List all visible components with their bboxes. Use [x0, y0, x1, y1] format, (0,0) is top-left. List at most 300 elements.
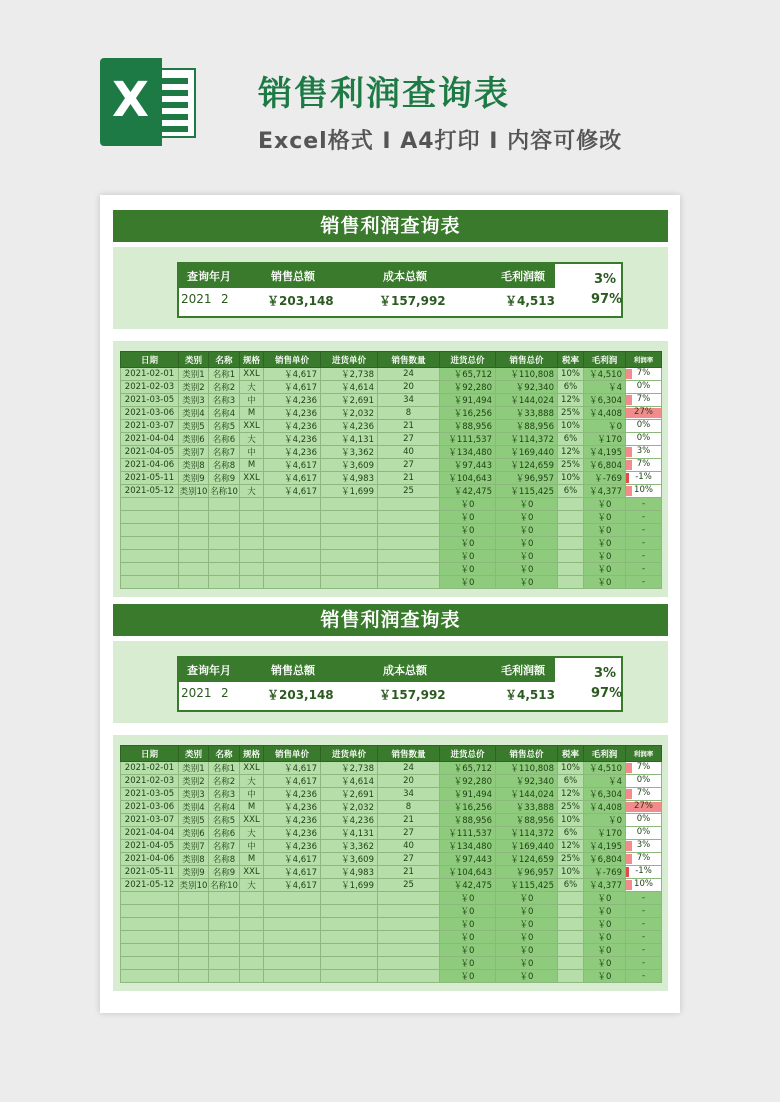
table-cell[interactable]: ￥4,408 [584, 407, 626, 420]
table-cell[interactable]: - [626, 905, 662, 918]
table-cell[interactable]: 12% [558, 394, 584, 407]
table-cell[interactable]: ￥88,956 [440, 420, 496, 433]
table-cell[interactable] [240, 918, 264, 931]
table-cell[interactable]: ￥4,195 [584, 840, 626, 853]
table-cell[interactable]: 2021-05-12 [121, 485, 179, 498]
table-cell[interactable]: - [626, 918, 662, 931]
table-cell[interactable]: 2021-03-06 [121, 801, 179, 814]
table-cell[interactable]: ￥3,609 [321, 459, 378, 472]
table-cell[interactable] [378, 931, 440, 944]
table-cell[interactable]: ￥4,236 [264, 446, 321, 459]
table-cell[interactable] [121, 970, 179, 983]
table-cell[interactable]: ￥-769 [584, 472, 626, 485]
table-cell[interactable]: 2021-03-05 [121, 394, 179, 407]
table-cell[interactable] [121, 918, 179, 931]
table-cell[interactable]: 25% [558, 853, 584, 866]
table-cell[interactable] [626, 827, 662, 840]
table-cell[interactable]: ￥42,475 [440, 879, 496, 892]
table-cell[interactable] [626, 840, 662, 853]
table-cell[interactable] [626, 459, 662, 472]
table-cell[interactable]: - [626, 576, 662, 589]
table-cell[interactable] [264, 511, 321, 524]
table-cell[interactable]: ￥3,609 [321, 853, 378, 866]
table-cell[interactable] [626, 381, 662, 394]
table-cell[interactable] [378, 550, 440, 563]
table-cell[interactable]: ￥2,738 [321, 368, 378, 381]
table-cell[interactable]: 大 [240, 433, 264, 446]
table-cell[interactable]: 名称10 [209, 485, 240, 498]
table-cell[interactable]: ￥0 [584, 957, 626, 970]
table-cell[interactable]: ￥16,256 [440, 407, 496, 420]
table-cell[interactable]: 12% [558, 446, 584, 459]
table-cell[interactable]: 名称8 [209, 459, 240, 472]
table-cell[interactable]: 2021-04-05 [121, 840, 179, 853]
table-cell[interactable] [558, 550, 584, 563]
table-cell[interactable] [179, 576, 209, 589]
table-cell[interactable]: 大 [240, 485, 264, 498]
table-cell[interactable] [626, 762, 662, 775]
table-cell[interactable] [121, 511, 179, 524]
table-cell[interactable] [240, 511, 264, 524]
table-cell[interactable]: 6% [558, 381, 584, 394]
table-cell[interactable] [558, 511, 584, 524]
table-cell[interactable]: 类别8 [179, 853, 209, 866]
table-cell[interactable] [209, 563, 240, 576]
table-cell[interactable] [240, 957, 264, 970]
table-cell[interactable] [626, 775, 662, 788]
table-cell[interactable]: XXL [240, 420, 264, 433]
table-cell[interactable]: 10% [558, 420, 584, 433]
table-cell[interactable]: 2021-05-11 [121, 866, 179, 879]
table-cell[interactable]: ￥0 [440, 957, 496, 970]
table-cell[interactable]: M [240, 853, 264, 866]
table-cell[interactable]: ￥111,537 [440, 827, 496, 840]
table-cell[interactable]: ￥114,372 [496, 433, 558, 446]
table-cell[interactable] [121, 905, 179, 918]
table-cell[interactable]: ￥4,614 [321, 381, 378, 394]
table-cell[interactable] [321, 892, 378, 905]
table-cell[interactable] [121, 498, 179, 511]
table-cell[interactable] [121, 563, 179, 576]
table-cell[interactable]: 名称2 [209, 775, 240, 788]
table-cell[interactable]: 10% [558, 368, 584, 381]
table-cell[interactable]: ￥4 [584, 381, 626, 394]
table-cell[interactable]: 2021-05-11 [121, 472, 179, 485]
table-cell[interactable]: ￥0 [496, 524, 558, 537]
table-cell[interactable]: ￥4,617 [264, 775, 321, 788]
table-cell[interactable]: - [626, 563, 662, 576]
table-cell[interactable] [264, 537, 321, 550]
table-cell[interactable]: 21 [378, 420, 440, 433]
table-cell[interactable]: ￥0 [584, 537, 626, 550]
table-cell[interactable] [209, 905, 240, 918]
table-cell[interactable] [321, 931, 378, 944]
table-cell[interactable]: M [240, 459, 264, 472]
table-cell[interactable]: ￥97,443 [440, 459, 496, 472]
table-cell[interactable]: 类别7 [179, 446, 209, 459]
table-cell[interactable]: ￥0 [584, 524, 626, 537]
table-cell[interactable]: ￥4,131 [321, 827, 378, 840]
table-cell[interactable]: ￥4,408 [584, 801, 626, 814]
table-cell[interactable]: ￥4,617 [264, 368, 321, 381]
table-cell[interactable]: 中 [240, 446, 264, 459]
table-cell[interactable] [558, 970, 584, 983]
table-cell[interactable] [179, 550, 209, 563]
table-cell[interactable]: ￥88,956 [440, 814, 496, 827]
table-cell[interactable] [378, 576, 440, 589]
table-cell[interactable]: ￥6,804 [584, 853, 626, 866]
table-cell[interactable]: 10% [558, 866, 584, 879]
table-cell[interactable]: ￥124,659 [496, 853, 558, 866]
table-cell[interactable]: 21 [378, 814, 440, 827]
table-cell[interactable]: 类别5 [179, 420, 209, 433]
table-cell[interactable]: 类别10 [179, 879, 209, 892]
table-cell[interactable]: ￥0 [584, 970, 626, 983]
table-cell[interactable]: ￥124,659 [496, 459, 558, 472]
table-cell[interactable]: 类别10 [179, 485, 209, 498]
table-cell[interactable]: 6% [558, 827, 584, 840]
table-cell[interactable] [321, 524, 378, 537]
table-cell[interactable] [264, 550, 321, 563]
table-cell[interactable]: ￥0 [496, 931, 558, 944]
table-cell[interactable]: ￥4,617 [264, 853, 321, 866]
table-cell[interactable]: 名称4 [209, 407, 240, 420]
table-cell[interactable]: ￥0 [440, 970, 496, 983]
table-cell[interactable]: ￥96,957 [496, 472, 558, 485]
table-cell[interactable]: XXL [240, 368, 264, 381]
table-cell[interactable]: ￥0 [440, 918, 496, 931]
summary-year[interactable]: 2021 [181, 292, 212, 306]
table-cell[interactable]: ￥0 [496, 498, 558, 511]
table-cell[interactable]: XXL [240, 472, 264, 485]
table-cell[interactable]: ￥92,340 [496, 775, 558, 788]
table-cell[interactable]: ￥0 [496, 944, 558, 957]
table-cell[interactable] [264, 892, 321, 905]
table-cell[interactable]: ￥4,131 [321, 433, 378, 446]
table-cell[interactable]: ￥91,494 [440, 394, 496, 407]
table-cell[interactable]: - [626, 970, 662, 983]
table-cell[interactable]: 类别3 [179, 788, 209, 801]
table-cell[interactable] [378, 563, 440, 576]
table-cell[interactable] [121, 957, 179, 970]
table-cell[interactable]: 类别3 [179, 394, 209, 407]
table-cell[interactable]: ￥92,280 [440, 775, 496, 788]
table-cell[interactable] [240, 537, 264, 550]
table-cell[interactable] [321, 550, 378, 563]
table-cell[interactable]: 类别4 [179, 407, 209, 420]
table-cell[interactable]: ￥4,236 [264, 788, 321, 801]
table-cell[interactable] [264, 931, 321, 944]
table-cell[interactable]: - [626, 957, 662, 970]
table-cell[interactable] [240, 576, 264, 589]
table-cell[interactable] [558, 892, 584, 905]
table-cell[interactable]: 2021-04-04 [121, 433, 179, 446]
table-cell[interactable]: 类别9 [179, 472, 209, 485]
table-cell[interactable] [240, 563, 264, 576]
table-cell[interactable]: ￥4,617 [264, 381, 321, 394]
table-cell[interactable]: 类别8 [179, 459, 209, 472]
table-cell[interactable] [626, 788, 662, 801]
table-cell[interactable]: ￥104,643 [440, 472, 496, 485]
summary-month[interactable]: 2 [221, 292, 229, 306]
table-cell[interactable]: 10% [558, 472, 584, 485]
table-cell[interactable]: ￥169,440 [496, 446, 558, 459]
table-cell[interactable]: ￥0 [584, 420, 626, 433]
table-cell[interactable]: 6% [558, 433, 584, 446]
table-cell[interactable]: 大 [240, 775, 264, 788]
table-cell[interactable]: ￥0 [440, 537, 496, 550]
table-cell[interactable]: ￥0 [584, 498, 626, 511]
table-cell[interactable]: 大 [240, 879, 264, 892]
table-cell[interactable]: ￥2,032 [321, 801, 378, 814]
table-cell[interactable]: ￥0 [584, 814, 626, 827]
table-cell[interactable]: 大 [240, 381, 264, 394]
table-cell[interactable] [179, 498, 209, 511]
table-cell[interactable]: ￥0 [496, 918, 558, 931]
table-cell[interactable]: ￥144,024 [496, 394, 558, 407]
table-cell[interactable] [264, 918, 321, 931]
table-cell[interactable] [240, 498, 264, 511]
table-cell[interactable]: 6% [558, 775, 584, 788]
table-cell[interactable]: ￥4 [584, 775, 626, 788]
table-cell[interactable] [321, 970, 378, 983]
table-cell[interactable]: XXL [240, 762, 264, 775]
table-cell[interactable] [378, 944, 440, 957]
table-cell[interactable] [558, 576, 584, 589]
table-cell[interactable] [378, 498, 440, 511]
table-cell[interactable]: ￥4,236 [264, 394, 321, 407]
table-cell[interactable]: ￥4,236 [264, 433, 321, 446]
table-cell[interactable]: ￥96,957 [496, 866, 558, 879]
table-cell[interactable]: ￥3,362 [321, 840, 378, 853]
table-cell[interactable]: ￥16,256 [440, 801, 496, 814]
table-cell[interactable]: ￥91,494 [440, 788, 496, 801]
table-cell[interactable] [626, 485, 662, 498]
table-cell[interactable]: 中 [240, 394, 264, 407]
table-cell[interactable] [321, 576, 378, 589]
table-cell[interactable]: ￥4,236 [264, 801, 321, 814]
summary-month[interactable]: 2 [221, 686, 229, 700]
table-cell[interactable] [321, 498, 378, 511]
table-cell[interactable]: ￥0 [440, 498, 496, 511]
table-cell[interactable]: ￥6,304 [584, 394, 626, 407]
table-cell[interactable]: 8 [378, 407, 440, 420]
table-cell[interactable]: ￥4,236 [264, 420, 321, 433]
table-cell[interactable]: 名称1 [209, 762, 240, 775]
table-cell[interactable] [209, 970, 240, 983]
table-cell[interactable] [209, 498, 240, 511]
table-cell[interactable] [558, 498, 584, 511]
table-cell[interactable] [626, 853, 662, 866]
table-cell[interactable]: ￥4,983 [321, 866, 378, 879]
table-cell[interactable]: ￥1,699 [321, 879, 378, 892]
table-cell[interactable]: - [626, 498, 662, 511]
table-cell[interactable] [264, 576, 321, 589]
table-cell[interactable] [121, 537, 179, 550]
table-cell[interactable]: M [240, 407, 264, 420]
table-cell[interactable]: ￥0 [440, 892, 496, 905]
table-cell[interactable]: 2021-02-01 [121, 368, 179, 381]
table-cell[interactable]: ￥0 [584, 563, 626, 576]
table-cell[interactable]: 名称10 [209, 879, 240, 892]
table-cell[interactable]: ￥2,691 [321, 788, 378, 801]
table-cell[interactable] [378, 905, 440, 918]
table-cell[interactable]: 类别1 [179, 368, 209, 381]
table-cell[interactable]: ￥4,510 [584, 368, 626, 381]
table-cell[interactable]: 中 [240, 788, 264, 801]
table-cell[interactable] [209, 957, 240, 970]
table-cell[interactable]: ￥88,956 [496, 420, 558, 433]
table-cell[interactable]: ￥97,443 [440, 853, 496, 866]
table-cell[interactable]: ￥115,425 [496, 485, 558, 498]
table-cell[interactable]: 名称7 [209, 446, 240, 459]
table-cell[interactable]: ￥4,617 [264, 879, 321, 892]
table-cell[interactable] [626, 446, 662, 459]
table-cell[interactable]: ￥0 [440, 931, 496, 944]
table-cell[interactable]: ￥4,983 [321, 472, 378, 485]
table-cell[interactable]: ￥0 [496, 537, 558, 550]
table-cell[interactable]: ￥4,236 [264, 840, 321, 853]
table-cell[interactable]: ￥0 [496, 905, 558, 918]
table-cell[interactable]: 27 [378, 433, 440, 446]
table-cell[interactable]: ￥0 [496, 576, 558, 589]
table-cell[interactable]: 名称8 [209, 853, 240, 866]
table-cell[interactable] [179, 918, 209, 931]
table-cell[interactable] [264, 498, 321, 511]
table-cell[interactable]: 27 [378, 853, 440, 866]
table-cell[interactable]: ￥0 [496, 563, 558, 576]
table-cell[interactable] [558, 918, 584, 931]
table-cell[interactable] [240, 931, 264, 944]
table-cell[interactable]: 名称1 [209, 368, 240, 381]
table-cell[interactable]: 类别6 [179, 433, 209, 446]
table-cell[interactable]: 名称9 [209, 472, 240, 485]
table-cell[interactable] [209, 550, 240, 563]
table-cell[interactable]: ￥65,712 [440, 762, 496, 775]
table-cell[interactable]: 名称6 [209, 827, 240, 840]
table-cell[interactable] [626, 814, 662, 827]
table-cell[interactable] [378, 511, 440, 524]
table-cell[interactable]: 名称6 [209, 433, 240, 446]
table-cell[interactable] [209, 892, 240, 905]
table-cell[interactable]: 34 [378, 788, 440, 801]
table-cell[interactable]: ￥0 [584, 550, 626, 563]
table-cell[interactable]: ￥33,888 [496, 801, 558, 814]
table-cell[interactable] [209, 524, 240, 537]
table-cell[interactable]: ￥92,280 [440, 381, 496, 394]
table-cell[interactable] [558, 524, 584, 537]
table-cell[interactable] [240, 524, 264, 537]
table-cell[interactable]: 34 [378, 394, 440, 407]
summary-year[interactable]: 2021 [181, 686, 212, 700]
table-cell[interactable]: ￥104,643 [440, 866, 496, 879]
table-cell[interactable]: ￥4,236 [264, 407, 321, 420]
table-cell[interactable]: 20 [378, 775, 440, 788]
table-cell[interactable]: 名称7 [209, 840, 240, 853]
table-cell[interactable]: ￥2,032 [321, 407, 378, 420]
table-cell[interactable]: ￥4,614 [321, 775, 378, 788]
table-cell[interactable] [264, 970, 321, 983]
table-cell[interactable]: 名称4 [209, 801, 240, 814]
table-cell[interactable]: 20 [378, 381, 440, 394]
table-cell[interactable] [209, 918, 240, 931]
table-cell[interactable]: XXL [240, 866, 264, 879]
table-cell[interactable] [179, 563, 209, 576]
table-cell[interactable] [378, 892, 440, 905]
table-cell[interactable] [209, 931, 240, 944]
table-cell[interactable] [558, 931, 584, 944]
table-cell[interactable] [179, 931, 209, 944]
table-cell[interactable]: 25% [558, 801, 584, 814]
table-cell[interactable]: ￥65,712 [440, 368, 496, 381]
table-cell[interactable]: ￥170 [584, 433, 626, 446]
table-cell[interactable]: ￥0 [584, 511, 626, 524]
table-cell[interactable]: ￥4,236 [321, 814, 378, 827]
table-cell[interactable] [121, 944, 179, 957]
table-cell[interactable] [179, 905, 209, 918]
table-cell[interactable]: ￥0 [584, 905, 626, 918]
table-cell[interactable] [321, 563, 378, 576]
table-cell[interactable] [378, 918, 440, 931]
table-cell[interactable] [179, 944, 209, 957]
table-cell[interactable]: 类别1 [179, 762, 209, 775]
table-cell[interactable] [240, 905, 264, 918]
table-cell[interactable]: ￥110,808 [496, 762, 558, 775]
table-cell[interactable] [209, 944, 240, 957]
table-cell[interactable]: 2021-02-03 [121, 775, 179, 788]
table-cell[interactable] [121, 576, 179, 589]
table-cell[interactable]: - [626, 511, 662, 524]
table-cell[interactable] [558, 563, 584, 576]
table-cell[interactable]: ￥170 [584, 827, 626, 840]
table-cell[interactable] [121, 931, 179, 944]
table-cell[interactable]: 类别4 [179, 801, 209, 814]
table-cell[interactable]: ￥144,024 [496, 788, 558, 801]
table-cell[interactable] [209, 511, 240, 524]
table-cell[interactable]: ￥0 [440, 944, 496, 957]
table-cell[interactable]: ￥4,195 [584, 446, 626, 459]
table-cell[interactable] [121, 524, 179, 537]
table-cell[interactable] [626, 879, 662, 892]
table-cell[interactable]: 名称5 [209, 814, 240, 827]
table-cell[interactable]: ￥88,956 [496, 814, 558, 827]
table-cell[interactable]: 2021-05-12 [121, 879, 179, 892]
table-cell[interactable] [264, 944, 321, 957]
table-cell[interactable]: 10% [558, 814, 584, 827]
table-cell[interactable]: 2021-04-04 [121, 827, 179, 840]
table-cell[interactable]: ￥0 [584, 944, 626, 957]
table-cell[interactable]: ￥33,888 [496, 407, 558, 420]
table-cell[interactable]: ￥115,425 [496, 879, 558, 892]
table-cell[interactable] [264, 524, 321, 537]
table-cell[interactable]: 25% [558, 407, 584, 420]
table-cell[interactable] [321, 905, 378, 918]
table-cell[interactable] [240, 970, 264, 983]
table-cell[interactable]: - [626, 524, 662, 537]
table-cell[interactable]: - [626, 537, 662, 550]
table-cell[interactable]: ￥0 [440, 905, 496, 918]
table-cell[interactable]: ￥0 [496, 957, 558, 970]
table-cell[interactable] [121, 550, 179, 563]
table-cell[interactable]: ￥134,480 [440, 446, 496, 459]
table-cell[interactable] [321, 537, 378, 550]
table-cell[interactable]: ￥92,340 [496, 381, 558, 394]
table-cell[interactable]: ￥169,440 [496, 840, 558, 853]
table-cell[interactable] [321, 957, 378, 970]
table-cell[interactable]: ￥4,510 [584, 762, 626, 775]
table-cell[interactable] [558, 905, 584, 918]
table-cell[interactable]: ￥0 [584, 892, 626, 905]
